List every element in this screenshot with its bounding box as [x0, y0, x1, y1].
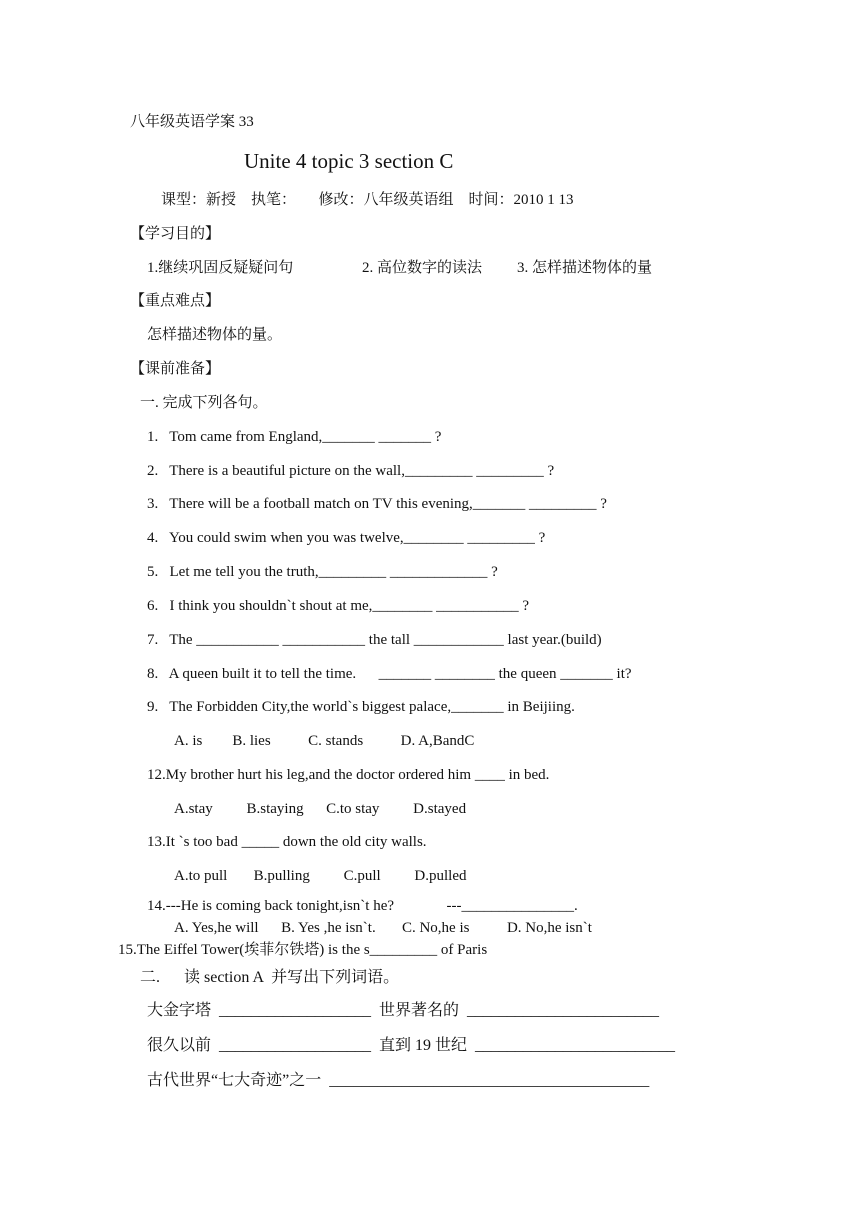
- prep-heading: 【课前准备】: [130, 361, 221, 377]
- question-7: 7. The ___________ ___________ the tall ____________ last year.(build): [147, 632, 602, 648]
- goals-heading: 【学习目的】: [130, 226, 221, 242]
- page-title: Unite 4 topic 3 section C: [244, 149, 454, 173]
- course-meta: 课型：新授 执笔： 修改：八年级英语组 时间：2010 1 13: [161, 192, 574, 208]
- question-1: 1. Tom came from England,_______ _______ ?: [147, 429, 442, 445]
- question-13-options: A.to pull B.pulling C.pull D.pulled: [174, 868, 467, 884]
- question-12: 12.My brother hurt his leg,and the doctor ordered him ____ in bed.: [147, 767, 550, 783]
- difficulty-heading: 【重点难点】: [130, 293, 221, 309]
- goal-item-3: 3. 怎样描述物体的量: [517, 260, 653, 276]
- question-6: 6. I think you shouldn`t shout at me,________ ___________ ?: [147, 598, 530, 614]
- goal-item-1: 1.继续巩固反疑疑问句: [147, 260, 294, 276]
- question-8: 8. A queen built it to tell the time. _______ ________ the queen _______ it?: [147, 666, 632, 682]
- question-14: 14.---He is coming back tonight,isn`t he? ---_______________.: [147, 898, 578, 914]
- vocab-row-3: 古代世界“七大奇迹”之一 ________________________________________: [147, 1072, 650, 1089]
- part1-title: 一. 完成下列各句。: [140, 395, 268, 411]
- question-9: 9. The Forbidden City,the world`s biggest palace,_______ in Beijiing.: [147, 699, 575, 715]
- vocab-row-2: 很久以前 ___________________ 直到 19 世纪 _________________________: [147, 1037, 676, 1054]
- question-4: 4. You could swim when you was twelve,________ _________ ?: [147, 530, 546, 546]
- question-12-options: A.stay B.staying C.to stay D.stayed: [174, 801, 467, 817]
- vocab-row-1: 大金字塔 ___________________ 世界著名的 ________________________: [147, 1002, 660, 1019]
- question-14-options: A. Yes,he will B. Yes ,he isn`t. C. No,he is D. No,he isn`t: [174, 920, 592, 936]
- part2-title: 二. 读 section A 并写出下列词语。: [140, 969, 400, 986]
- question-2: 2. There is a beautiful picture on the wall,_________ _________ ?: [147, 463, 555, 479]
- question-9-options: A. is B. lies C. stands D. A,BandC: [174, 733, 475, 749]
- document-label: 八年级英语学案 33: [130, 114, 254, 130]
- question-3: 3. There will be a football match on TV this evening,_______ _________ ?: [147, 496, 607, 512]
- goal-item-2: 2. 高位数字的读法: [362, 260, 483, 276]
- question-13: 13.It `s too bad _____ down the old city walls.: [147, 834, 427, 850]
- difficulty-text: 怎样描述物体的量。: [147, 327, 283, 343]
- question-15: 15.The Eiffel Tower(埃菲尔铁塔) is the s_________ of Paris: [118, 942, 488, 958]
- question-5: 5. Let me tell you the truth,_________ _____________ ?: [147, 564, 498, 580]
